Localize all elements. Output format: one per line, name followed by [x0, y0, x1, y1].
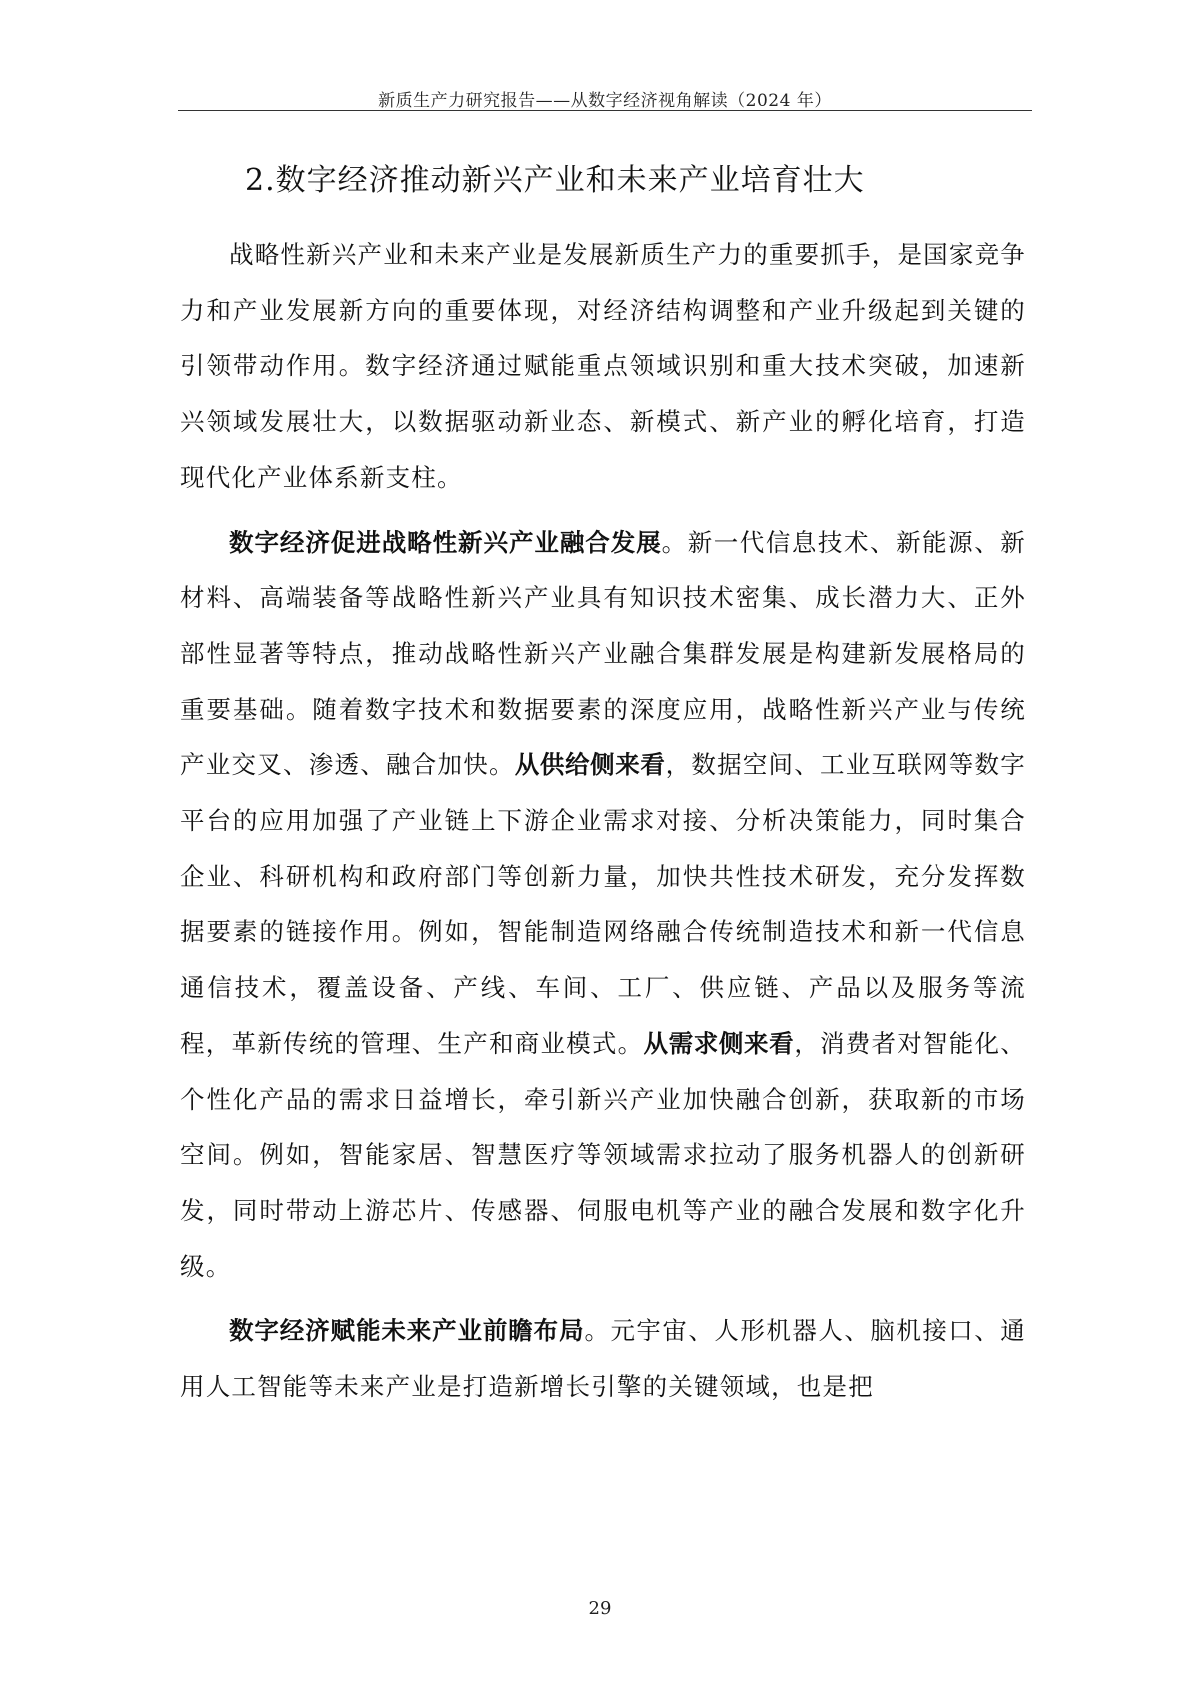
paragraph-intro [180, 227, 1026, 506]
running-header: 新质生产力研究报告——从数字经济视角解读（2024 年） [378, 91, 832, 111]
paragraph-lead: 数字经济促进战略性新兴产业融合发展 [229, 527, 662, 557]
paragraph-text: 。元宇宙、人形机器人、脑机接口、通用人工智能等未来产业是打造新增长引擎的关键领域，也是把 [180, 1316, 1026, 1402]
paragraph-text: ，数据空间、工业互联网等数字平台的应用加强了产业链上下游企业需求对接、分析决策能力，同时集合企业、科研机构和政府部门等创新力量，加快共性技术研发，充分发挥数据要素的链接作用。例如，智能制造网络融合传统制造技术和新一代信息通信技术，覆盖设备、产线、车间、工厂、供应链、产品以及服务等流程，革新传统的管理、生产和商业模式。 [180, 750, 1026, 1058]
paragraph-text: 战略性新兴产业和未来产业是发展新质生产力的重要抓手，是国家竞争力和产业发展新方向的重要体现，对经济结构调整和产业升级起到关键的引领带动作用。数字经济通过赋能重点领域识别和重大技术突破，加速新兴领域发展壮大，以数据驱动新业态、新模式、新产业的孵化培育，打造现代化产业体系新支柱。 [180, 240, 1026, 492]
section-title: 2.数字经济推动新兴产业和未来产业培育壮大 [245, 163, 865, 198]
paragraph-lead: 数字经济赋能未来产业前瞻布局 [229, 1316, 585, 1346]
paragraph-future-industries [180, 1303, 1026, 1414]
paragraph-strategic-industries [180, 515, 1026, 1295]
supply-side-heading: 从供给侧来看 [514, 750, 666, 780]
page-number: 29 [588, 1598, 612, 1619]
paragraph-text: 。新一代信息技术、新能源、新材料、高端装备等战略性新兴产业具有知识技术密集、成长潜力大、正外部性显著等特点，推动战略性新兴产业融合集群发展是构建新发展格局的重要基础。随着数字技术和数据要素的深度应用，战略性新兴产业与传统产业交叉、渗透、融合加快。 [180, 527, 1026, 780]
paragraph-text: ，消费者对智能化、个性化产品的需求日益增长，牵引新兴产业加快融合创新，获取新的市场空间。例如，智能家居、智慧医疗等领域需求拉动了服务机器人的创新研发，同时带动上游芯片、传感器、伺服电机等产业的融合发展和数字化升级。 [180, 1028, 1026, 1281]
header-rule [178, 110, 1032, 111]
body-text [180, 227, 1026, 1424]
demand-side-heading: 从需求侧来看 [643, 1028, 795, 1058]
